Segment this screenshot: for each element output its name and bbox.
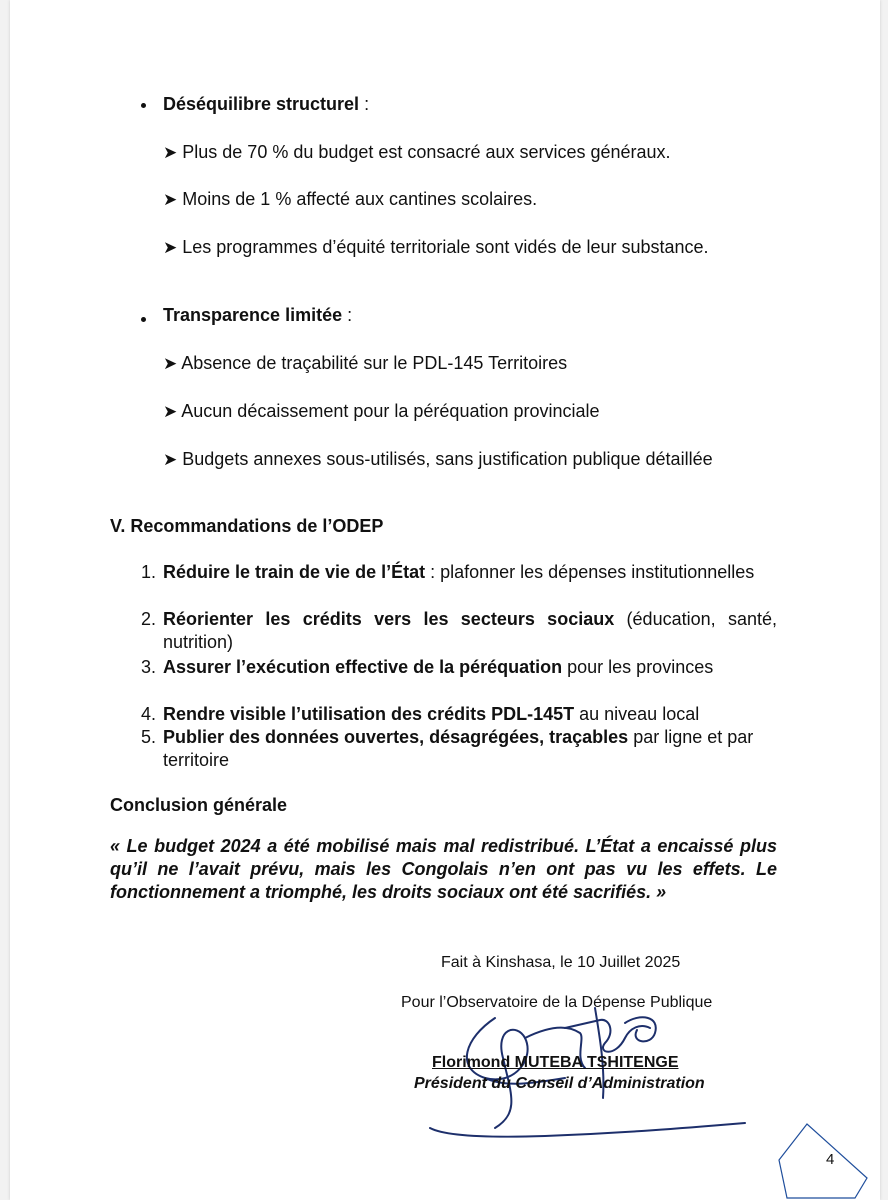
recommendations-heading: V. Recommandations de l’ODEP [110, 516, 384, 536]
place-date: Fait à Kinshasa, le 10 Juillet 2025 [441, 954, 681, 971]
rec-item-bold: Réduire le train de vie de l’État [163, 562, 426, 582]
conclusion-heading: Conclusion générale [110, 795, 288, 815]
bullet-dot [141, 103, 146, 108]
rec-item-bold: Assurer l’exécution effective de la péréquation [163, 657, 563, 677]
on-behalf: Pour l’Observatoire de la Dépense Publique [401, 994, 713, 1011]
issue-title: Déséquilibre structurel [163, 94, 360, 114]
issue-point [163, 236, 777, 259]
issue-point [163, 188, 775, 211]
rec-item [163, 656, 777, 679]
issue-point-text: Moins de 1 % affecté aux cantines scolaires. [182, 189, 538, 209]
arrow-bullet-icon: ➤ [163, 450, 178, 469]
issue-colon: : [359, 94, 370, 114]
issue-point-text: Absence de traçabilité sur le PDL-145 Territoires [181, 353, 568, 373]
rec-item-rest: pour les provinces [562, 657, 714, 677]
issue-colon: : [342, 305, 353, 325]
rec-item [163, 726, 777, 772]
arrow-bullet-icon: ➤ [163, 354, 178, 373]
issue-point [163, 352, 775, 375]
rec-item-rest: au niveau local [574, 704, 700, 724]
rec-item [163, 608, 777, 654]
rec-number: 5. [140, 727, 156, 747]
rec-item-bold: Publier des données ouvertes, désagrégées, traçables [163, 727, 629, 747]
arrow-bullet-icon: ➤ [163, 238, 178, 257]
arrow-bullet-icon: ➤ [163, 402, 178, 421]
conclusion-quote: « Le budget 2024 a été mobilisé mais mal redistribué. L’État a encaissé plus qu’il ne l’avait prévu, mais les Congolais n’en ont pas vu les effets. Le fonctionnement a triomphé, les droits sociaux ont été sacrifiés. » [110, 836, 777, 902]
bullet-dot [141, 317, 146, 322]
document-page [10, 0, 880, 1200]
arrow-bullet-icon: ➤ [163, 143, 178, 162]
issue-point [163, 141, 775, 164]
rec-item-bold: Réorienter les crédits vers les secteurs sociaux [163, 609, 615, 629]
rec-item-rest: par ligne et par territoire [163, 727, 754, 770]
rec-item-bold: Rendre visible l’utilisation des crédits PDL-145T [163, 704, 575, 724]
issue-point-text: Aucun décaissement pour la péréquation provinciale [181, 401, 600, 421]
issue-point [163, 400, 775, 423]
rec-number: 3. [140, 657, 156, 677]
arrow-bullet-icon: ➤ [163, 190, 178, 209]
issue-point-text: Plus de 70 % du budget est consacré aux services généraux. [182, 142, 671, 162]
rec-number: 1. [140, 562, 156, 582]
issue-point-text: Les programmes d’équité territoriale sont vidés de leur substance. [182, 237, 709, 257]
issue-point-text: Budgets annexes sous-utilisés, sans justification publique détaillée [182, 449, 713, 469]
rec-item [163, 703, 783, 726]
issue-title: Transparence limitée [163, 305, 343, 325]
page-number: 4 [826, 1151, 835, 1168]
rec-number: 2. [140, 609, 156, 629]
rec-item [163, 561, 777, 584]
rec-item-rest: (éducation, santé, nutrition) [163, 609, 777, 652]
signatory-role: Président du Conseil d’Administration [414, 1075, 705, 1092]
signatory-name: Florimond MUTEBA TSHITENGE [432, 1054, 679, 1071]
issue-heading [163, 304, 352, 327]
issue-heading [163, 93, 369, 116]
rec-number: 4. [140, 704, 156, 724]
rec-item-rest: : plafonner les dépenses institutionnelles [425, 562, 755, 582]
issue-point [163, 448, 777, 471]
